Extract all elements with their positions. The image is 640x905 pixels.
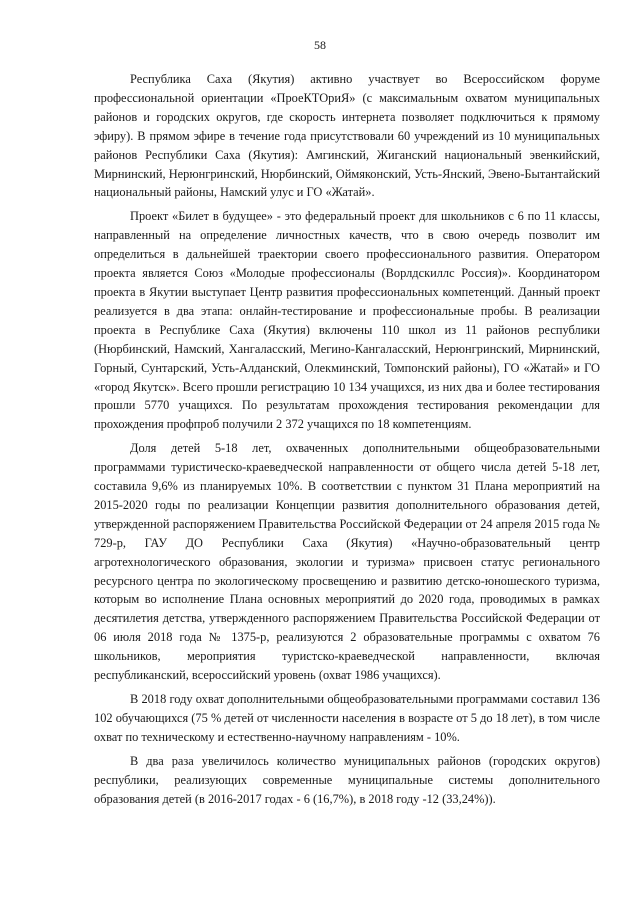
- paragraph-ticket-to-future: Проект «Билет в будущее» - это федеральный проект для школьников с 6 по 11 классы, направленный на определение личностных качеств, что в свою очередь позволит им определиться в дальнейшей траектории своего профессионального развития. Оператором проекта является Союз «Молодые профессионалы (Ворлдскиллс Россия)». Координатором проекта в Якутии выступает Центр развития профессиональных компетенций. Данный проект реализуется в два этапа: онлайн-тестирование и профессиональные пробы. В реализации проекта в Республике Саха (Якутия) включены 110 школ из 11 районов республики (Нюрбинский, Намский, Хангаласский, Мегино-Кангаласский, Нерюнгринский, Мирнинский, Горный, Сунтарский, Усть-Алданский, Олекминский, Томпонский районы), ГО «Жатай» и ГО «город Якутск». Всего прошли регистрацию 10 134 учащихся, из них два и более тестирования прошли 5770 учащихся. По результатам прохождения тестирования рекомендации для прохождения профпроб получили 2 372 учащихся по 18 компетенциям.: [94, 209, 600, 432]
- page-number: 58: [314, 38, 326, 52]
- paragraph-proektoria-forum: Республика Саха (Якутия) активно участвует во Всероссийском форуме профессиональной ориентации «ПроеКТОриЯ» (с максимальным охватом муниципальных районов и городских округов, где скорость интернета позволяет подключиться к прямому эфиру). В прямом эфире в течение года присутствовали 60 учреждений из 10 муниципальных районов Республики Саха (Якутия): Амгинский, Жиганский национальный эвенкийский, Мирнинский, Нерюнгринский, Нюрбинский, Оймяконский, Усть-Янский, Эвено-Бытантайский национальный районы, Намский улус и ГО «Жатай».: [94, 72, 600, 200]
- paragraph-coverage-2018: В 2018 году охват дополнительными общеобразовательными программами составил 136 102 обучающихся (75 % детей от численности населения в возрасте от 5 до 18 лет), в том числе охват по техническому и естественно-научному направлениям - 10%.: [94, 692, 600, 744]
- document-body: [94, 70, 600, 813]
- paragraph-municipal-systems: В два раза увеличилось количество муниципальных районов (городских округов) республики, реализующих современные муниципальные системы дополнительного образования детей (в 2016-2017 годах - 6 (16,7%), в 2018 году -12 (33,24%)).: [94, 753, 600, 806]
- paragraph-tourism-programs: Доля детей 5-18 лет, охваченных дополнительными общеобразовательными программами туристическо-краеведческой направленности от общего числа детей 5-18 лет, составила 9,6% из планируемых 10%. В соответствии с пунктом 31 Плана мероприятий на 2015-2020 годы по реализации Концепции развития дополнительного образования детей, утвержденной распоряжением Правительства Российской Федерации от 24 апреля 2015 года № 729-р, ГАУ ДО Республики Саха (Якутия) «Научно-образовательный центр агротехнологического образования, экологии и туризма» присвоен статус регионального ресурсного центра по экологическому просвещению и развитию детско-юношеского туризма, которым во исполнение Плана основных мероприятий до 2020 года, проводимых в рамках десятилетия детства, утвержденного распоряжением Правительства Российской Федерации от 06 июля 2018 года № 1375-р, реализуются 2 образовательные программы с охватом 76 школьников, мероприятия туристско-краеведческой направленности, включая республиканский, всероссийский уровень (охват 1986 учащихся).: [94, 441, 600, 683]
